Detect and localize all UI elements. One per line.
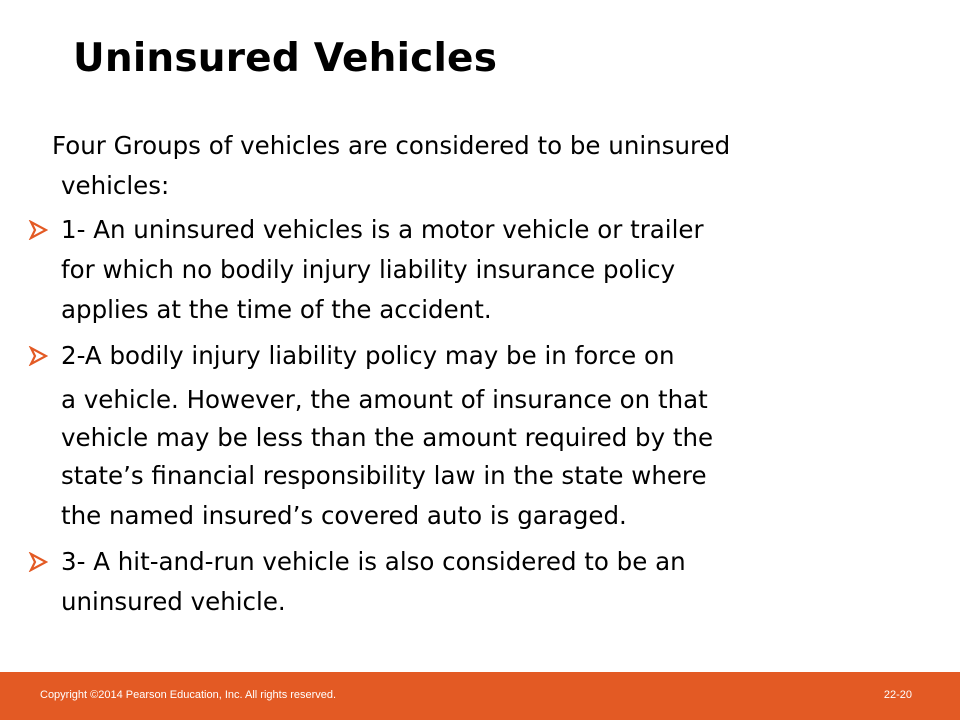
bullet-3-line: uninsured vehicle. — [61, 587, 286, 616]
bullet-2-line: a vehicle. However, the amount of insurance on that — [61, 385, 708, 414]
footer-bar — [0, 672, 960, 720]
bullet-1-line: 1- An uninsured vehicles is a motor vehicle or trailer — [61, 215, 704, 244]
bullet-1-line: for which no bodily injury liability insurance policy — [61, 255, 676, 284]
slide-title: Uninsured Vehicles — [73, 36, 498, 81]
bullet-2-line: the named insured’s covered auto is garaged. — [61, 501, 627, 530]
arrowhead-icon — [26, 336, 50, 376]
bullet-2-line: state’s financial responsibility law in the state where — [61, 461, 707, 490]
copyright-text: Copyright ©2014 Pearson Education, Inc. All rights reserved. — [40, 689, 337, 701]
bullet-2-line: 2-A bodily injury liability policy may be in force on — [61, 341, 675, 370]
page-number: 22-20 — [883, 689, 912, 701]
bullet-3-line: 3- A hit-and-run vehicle is also considered to be an — [61, 547, 686, 576]
intro-line: vehicles: — [61, 171, 170, 200]
arrowhead-icon — [26, 210, 50, 250]
bullet-1-line: applies at the time of the accident. — [61, 295, 492, 324]
intro-line: Four Groups of vehicles are considered to be uninsured — [52, 131, 731, 160]
arrowhead-icon — [26, 542, 50, 582]
bullet-2-line: vehicle may be less than the amount required by the — [61, 423, 714, 452]
